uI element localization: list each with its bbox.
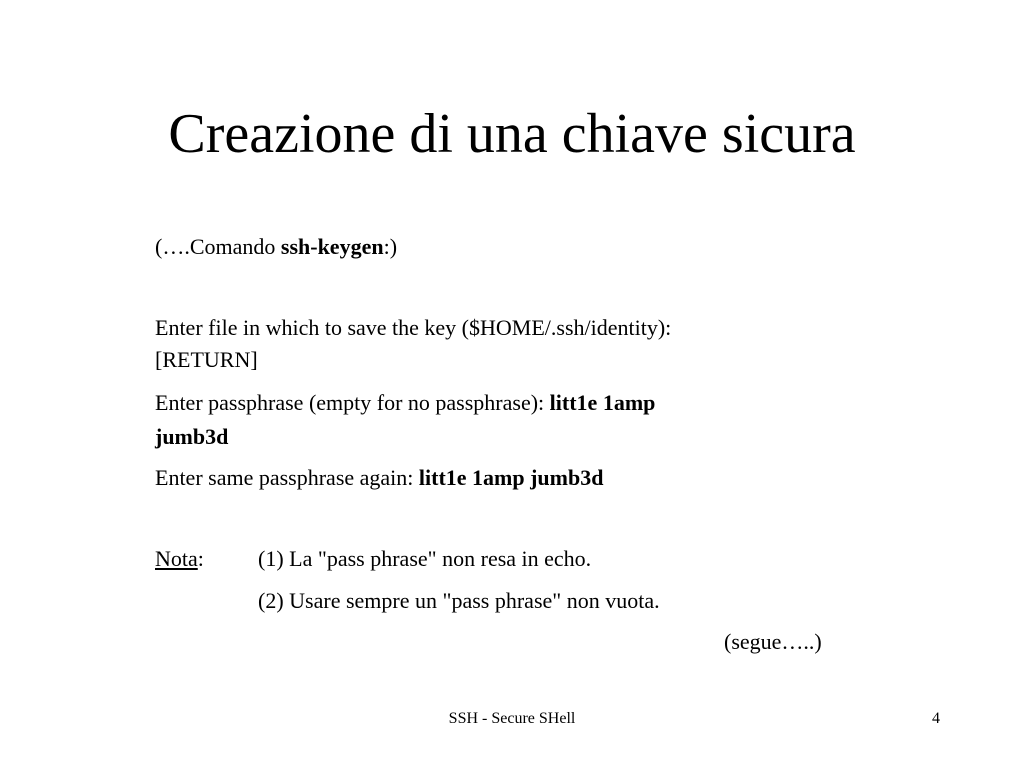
passphrase-value-part2: jumb3d [155, 424, 229, 449]
prompt-passphrase-text: Enter passphrase (empty for no passphrase): [155, 390, 550, 415]
intro-line [155, 231, 397, 263]
confirm-passphrase-value: litt1e 1amp jumb3d [418, 465, 604, 490]
note-label: Nota [155, 546, 198, 571]
continued-marker: (segue…..) [724, 629, 822, 654]
command-name: ssh-keygen [280, 234, 384, 259]
note-colon: : [197, 546, 204, 571]
passphrase-value-part1: litt1e 1amp [549, 390, 656, 415]
intro-prefix: (….Comando [155, 234, 281, 259]
note-line-1 [155, 543, 204, 575]
prompt-passphrase-line-2 [155, 421, 228, 453]
page-number: 4 [932, 710, 940, 727]
prompt-file-answer: [RETURN] [155, 347, 258, 372]
slide-title: Creazione di una chiave sicura [168, 103, 856, 165]
prompt-passphrase-line [155, 387, 655, 419]
prompt-file-line: Enter file in which to save the key ($HOME/.ssh/identity): [155, 315, 672, 340]
intro-suffix: :) [383, 234, 398, 259]
note-item-1: (1) La "pass phrase" non resa in echo. [258, 546, 592, 571]
footer-title: SSH - Secure SHell [448, 710, 576, 727]
prompt-confirm-text: Enter same passphrase again: [155, 465, 419, 490]
prompt-confirm-line [155, 462, 603, 494]
note-item-2: (2) Usare sempre un "pass phrase" non vuota. [258, 588, 660, 613]
